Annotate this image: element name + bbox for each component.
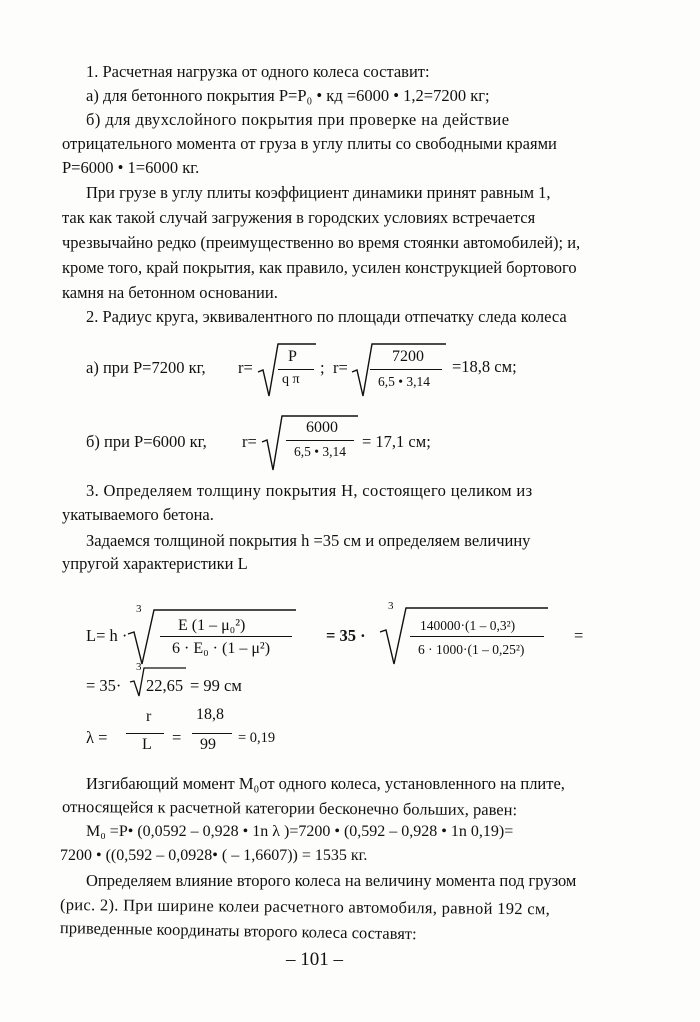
equation-symbol: r=: [238, 358, 253, 377]
fraction-bar: [160, 636, 292, 637]
equation-symbol: =: [574, 626, 584, 645]
fraction-numerator: 7200: [392, 348, 424, 365]
text-line: [86, 481, 532, 501]
equation-symbol: =: [172, 728, 182, 747]
text-line: Задаемся толщиной покрытия h =35 см и определяем величину: [86, 531, 531, 550]
fraction-bar: [286, 440, 354, 441]
fraction-bar: [410, 636, 544, 637]
equation-symbol: r=: [333, 358, 348, 377]
fraction-bar: [192, 733, 232, 734]
text-line: М₀ =Р• (0,0592 – 0,928 • 1n λ )=7200 • (0,592 – 0,928 • 1n 0,19)=: [86, 823, 514, 840]
separator: ;: [320, 358, 325, 377]
fraction-denominator: L: [142, 736, 152, 753]
equation-prefix: а) при Р=7200 кг,: [86, 358, 206, 377]
equation-lhs: L= h ·: [86, 626, 128, 645]
equation-lhs: λ =: [86, 728, 108, 747]
text-line: отрицательного момента от груза в углу плиты со свободными краями: [62, 134, 557, 153]
fraction-bar: [278, 369, 314, 370]
text-line: чрезвычайно редко (преимущественно во время стоянки автомобилей); и,: [62, 233, 581, 252]
fraction-denominator: q π: [282, 372, 300, 387]
text-line: упругой характеристики L: [62, 554, 248, 573]
root-index: 3: [388, 600, 394, 612]
text-line: а) для бетонного покрытия Р=Р₀ • кд =6000 • 1,2=7200 кг;: [86, 86, 490, 105]
text-line: относящейся к расчетной категории бесконечно больших, равен:: [61, 797, 518, 820]
text-line: так как такой случай загружения в городских условиях встречается: [62, 208, 536, 227]
text-line: приведенные координаты второго колеса составят:: [59, 918, 417, 944]
fraction-denominator: 6 · E₀ · (1 – μ²): [172, 640, 271, 657]
text-line: 7200 • ((0,592 – 0,0928• ( – 1,6607)) = 1535 кг.: [60, 847, 368, 864]
fraction-denominator: 6 · 1000·(1 – 0,25²): [418, 642, 525, 657]
radicand: 22,65: [146, 676, 184, 695]
equation-symbol: = 35 ·: [326, 626, 366, 645]
text-line: укатываемого бетона.: [62, 505, 214, 524]
text-line: 2. Радиус круга, эквивалентного по площади отпечатку следа колеса: [86, 307, 567, 326]
fraction-denominator: 6,5 • 3,14: [378, 374, 430, 389]
fraction-numerator: P: [288, 348, 297, 365]
equation-result: =18,8 см;: [452, 357, 517, 376]
text-line: Р=6000 • 1=6000 кг.: [62, 158, 200, 177]
text-line: кроме того, край покрытия, как правило, усилен конструкцией бортового: [62, 258, 577, 277]
equation-symbol: r=: [242, 432, 257, 451]
text-line: 1. Расчетная нагрузка от одного колеса составит:: [86, 62, 430, 81]
root-index: 3: [136, 661, 142, 673]
equation-result: = 0,19: [238, 730, 276, 746]
equation-line: = 35·: [86, 676, 122, 695]
fraction-numerator: E (1 – μ₀²): [178, 617, 246, 634]
page-number: – 101 –: [286, 949, 343, 970]
text-line: При грузе в углу плиты коэффициент динамики принят равным 1,: [86, 183, 551, 202]
fraction-denominator: 99: [200, 736, 216, 753]
fraction-numerator: 18,8: [196, 706, 224, 723]
root-index: 3: [136, 603, 142, 615]
fraction-numerator: 140000·(1 – 0,3²): [420, 618, 516, 633]
equation-prefix: б) при Р=6000 кг,: [86, 432, 207, 451]
fraction-denominator: 6,5 • 3,14: [294, 444, 346, 459]
text-line: б) для двухслойного покрытия при проверке на действие: [86, 110, 510, 129]
text-line: Изгибающий момент М₀от одного колеса, установленного на плите,: [86, 774, 565, 793]
radical-sign: [380, 602, 550, 668]
text-line: (рис. 2). При ширине колеи расчетного автомобиля, равной 192 см,: [59, 895, 551, 919]
text-line: Определяем влияние второго колеса на величину момента под грузом: [86, 871, 577, 890]
fraction-bar: [126, 733, 164, 734]
section-heading: 3. Определяем толщину покрытия Н, состоящего целиком из: [86, 481, 533, 500]
fraction-numerator: r: [146, 708, 152, 725]
fraction-numerator: 6000: [306, 419, 338, 436]
fraction-bar: [370, 369, 442, 370]
equation-result: = 17,1 см;: [362, 432, 431, 451]
equation-result: = 99 см: [190, 676, 242, 695]
text-line: камня на бетонном основании.: [62, 283, 278, 302]
